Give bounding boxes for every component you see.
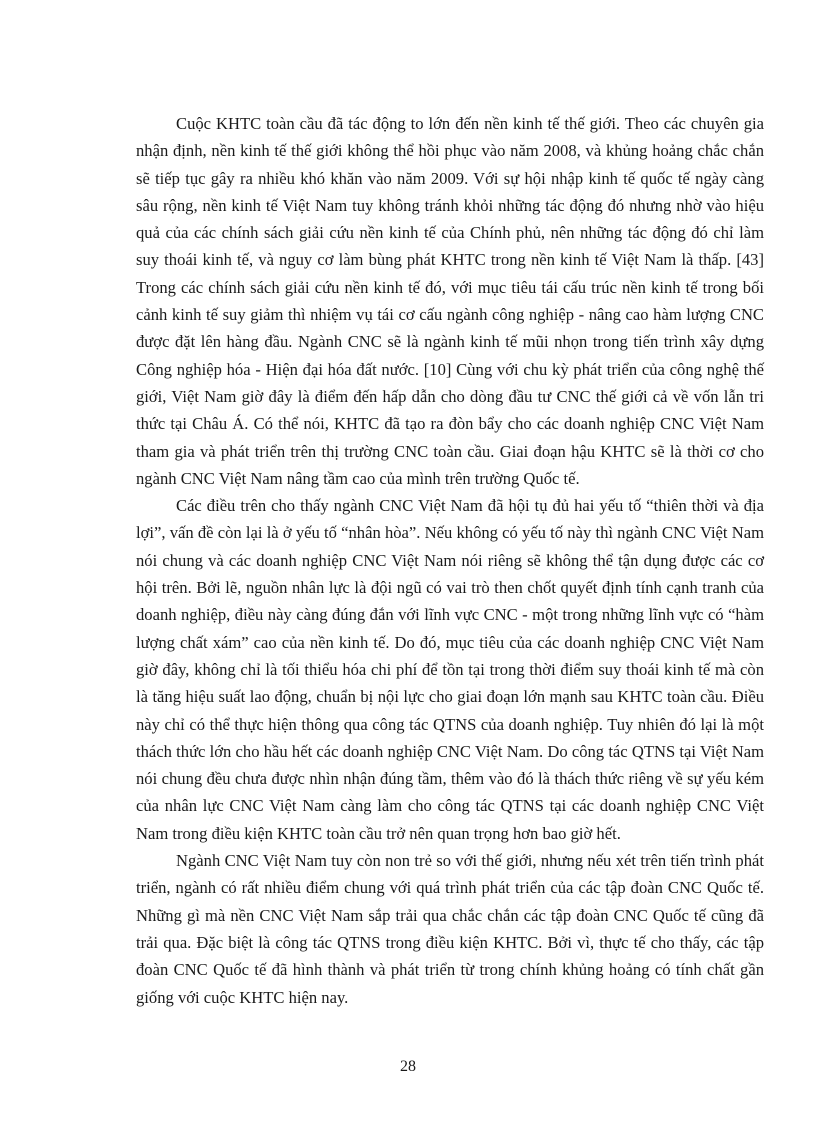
page-number: 28 [400,1058,416,1075]
paragraph-2: Các điều trên cho thấy ngành CNC Việt Nam đã hội tụ đủ hai yếu tố “thiên thời và địa lợi”, vấn đề còn lại là ở yếu tố “nhân hòa”. Nếu không có yếu tố này thì ngành CNC Việt Nam nói chung và các doanh nghiệp CNC Việt Nam nói riêng sẽ không thể tận dụng được các cơ hội trên. Bởi lẽ, nguồn nhân lực là đội ngũ có vai trò then chốt quyết định tính cạnh tranh của doanh nghiệp, điều này càng đúng đắn với lĩnh vực CNC - một trong những lĩnh vực có “hàm lượng chất xám” cao của nền kinh tế. Do đó, mục tiêu của các doanh nghiệp CNC Việt Nam giờ đây, không chỉ là tối thiểu hóa chi phí để tồn tại trong thời điểm suy thoái kinh tế mà còn là tăng hiệu suất lao động, chuẩn bị nội lực cho giai đoạn lớn mạnh sau KHTC toàn cầu. Điều này chỉ có thể thực hiện thông qua công tác QTNS của doanh nghiệp. Tuy nhiên đó lại là một thách thức lớn cho hầu hết các doanh nghiệp CNC Việt Nam. Do công tác QTNS tại Việt Nam nói chung đều chưa được nhìn nhận đúng tầm, thêm vào đó là thách thức riêng về sự yếu kém của nhân lực CNC Việt Nam càng làm cho công tác QTNS tại các doanh nghiệp CNC Việt Nam trong điều kiện KHTC toàn cầu trở nên quan trọng hơn bao giờ hết. [136,496,764,843]
paragraph-3: Ngành CNC Việt Nam tuy còn non trẻ so với thế giới, nhưng nếu xét trên tiến trình phát triển, ngành có rất nhiều điểm chung với quá trình phát triển của các tập đoàn CNC Quốc tế. Những gì mà nền CNC Việt Nam sắp trải qua chắc chắn các tập đoàn CNC Quốc tế cũng đã trải qua. Đặc biệt là công tác QTNS trong điều kiện KHTC. Bởi vì, thực tế cho thấy, các tập đoàn CNC Quốc tế đã hình thành và phát triển từ trong chính khủng hoảng có tính chất gần giống với cuộc KHTC hiện nay. [136,851,764,1007]
body-text [136,110,764,1011]
paragraph-1: Cuộc KHTC toàn cầu đã tác động to lớn đến nền kinh tế thế giới. Theo các chuyên gia nhận định, nền kinh tế thế giới không thể hồi phục vào năm 2008, và khủng hoảng chắc chắn sẽ tiếp tục gây ra nhiều khó khăn vào năm 2009. Với sự hội nhập kinh tế quốc tế ngày càng sâu rộng, nền kinh tế Việt Nam tuy không tránh khỏi những tác động đó nhưng nhờ vào hiệu quả của các chính sách giải cứu nền kinh tế của Chính phủ, nên những tác động đó chỉ làm suy thoái kinh tế, và nguy cơ làm bùng phát KHTC trong nền kinh tế Việt Nam là thấp. [43] Trong các chính sách giải cứu nền kinh tế đó, với mục tiêu tái cấu trúc nền kinh tế trong bối cảnh kinh tế suy giảm thì nhiệm vụ tái cơ cấu ngành công nghiệp - nâng cao hàm lượng CNC được đặt lên hàng đầu. Ngành CNC sẽ là ngành kinh tế mũi nhọn trong tiến trình xây dựng Công nghiệp hóa - Hiện đại hóa đất nước. [10] Cùng với chu kỳ phát triển của công nghệ thế giới, Việt Nam giờ đây là điểm đến hấp dẫn cho dòng đầu tư CNC thế giới cả về vốn lẫn tri thức tại Châu Á. Có thể nói, KHTC đã tạo ra đòn bẩy cho các doanh nghiệp CNC Việt Nam tham gia và phát triển trên thị trường CNC toàn cầu. Giai đoạn hậu KHTC sẽ là thời cơ cho ngành CNC Việt Nam nâng tầm cao của mình trên trường Quốc tế. [136,114,764,488]
